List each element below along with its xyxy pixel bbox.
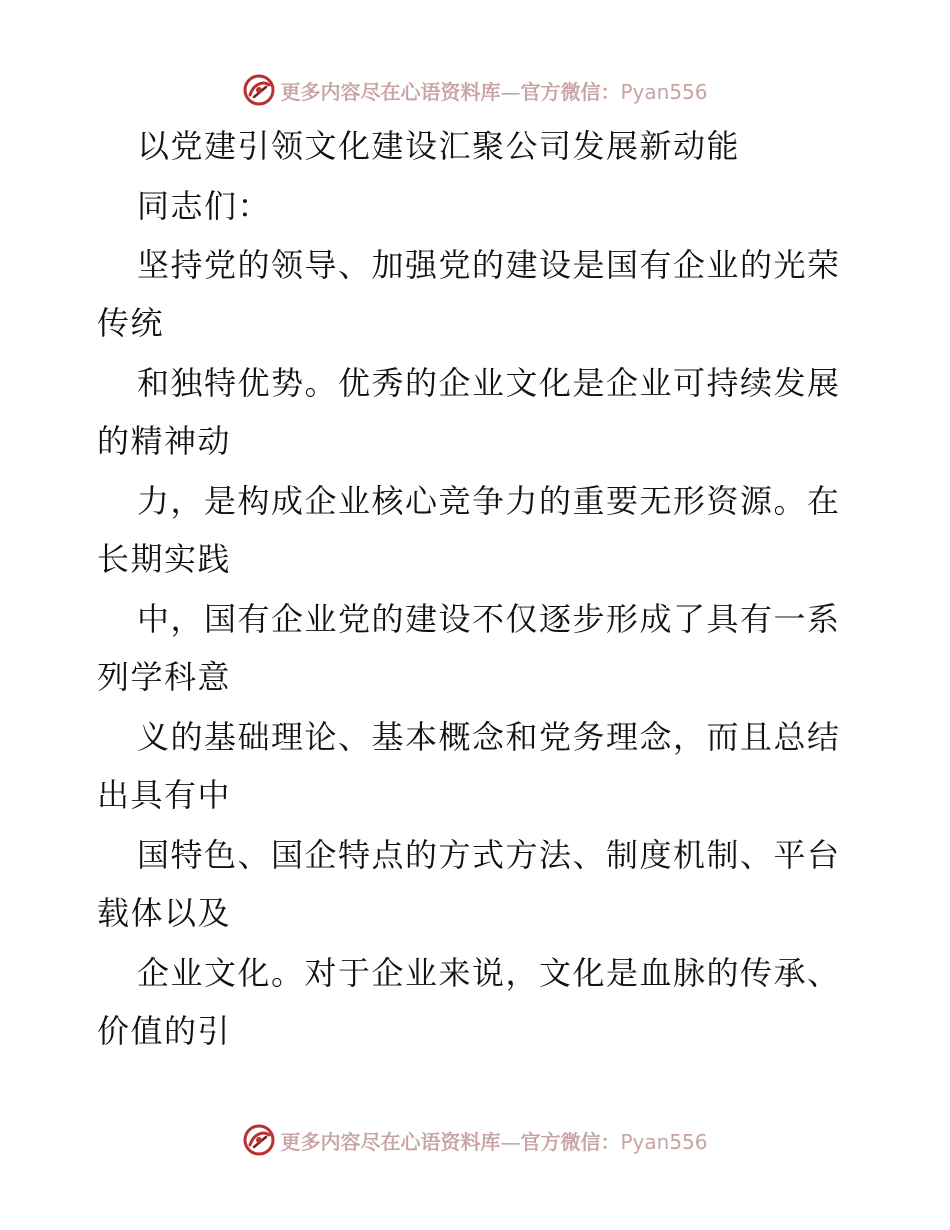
paragraph-line: 的精神动 — [97, 422, 232, 460]
paragraph-line: 和独特优势。优秀的企业文化是企业可持续发展 — [137, 364, 841, 402]
footer-contact-id: Pyan556 — [620, 1129, 708, 1154]
document-title: 以党建引领文化建设汇聚公司发展新动能 — [137, 127, 741, 165]
footer-separator: — — [500, 1129, 521, 1154]
paragraph-line: 义的基础理论、基本概念和党务理念，而且总结 — [137, 718, 841, 756]
footer-brand-text: 更多内容尽在心语资料库 — [280, 1129, 501, 1154]
header-contact-label: 官方微信： — [520, 79, 621, 104]
header-brand-text: 更多内容尽在心语资料库 — [280, 79, 501, 104]
document-salutation: 同志们： — [137, 187, 272, 225]
footer-banner — [0, 1120, 950, 1160]
header-separator: — — [500, 79, 521, 104]
paragraph-line: 载体以及 — [97, 894, 232, 932]
footer-banner-text — [280, 1126, 707, 1155]
paragraph-line: 价值的引 — [97, 1012, 232, 1050]
header-contact-id: Pyan556 — [620, 79, 708, 104]
paragraph-line: 传统 — [97, 304, 165, 342]
paragraph-line: 企业文化。对于企业来说，文化是血脉的传承、 — [137, 954, 841, 992]
paragraph-line: 中，国有企业党的建设不仅逐步形成了具有一系 — [137, 600, 841, 638]
paragraph-line: 列学科意 — [97, 658, 232, 696]
paragraph-line: 出具有中 — [97, 776, 232, 814]
red-swirl-logo-icon — [242, 1123, 276, 1157]
paragraph-line: 力，是构成企业核心竞争力的重要无形资源。在 — [137, 482, 841, 520]
paragraph-line: 长期实践 — [97, 540, 232, 578]
paragraph-line: 国特色、国企特点的方式方法、制度机制、平台 — [137, 836, 841, 874]
paragraph-line: 坚持党的领导、加强党的建设是国有企业的光荣 — [137, 246, 841, 284]
footer-contact-label: 官方微信： — [520, 1129, 621, 1154]
